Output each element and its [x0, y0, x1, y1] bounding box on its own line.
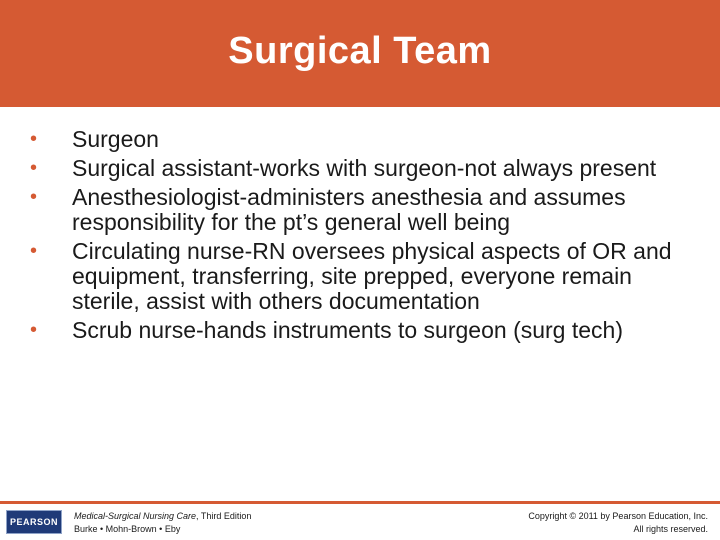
book-title: Medical-Surgical Nursing Care: [74, 511, 197, 521]
book-title-line: [74, 510, 251, 523]
bullet-list: [30, 127, 690, 347]
bullet-text: Surgical assistant-works with surgeon-not always present: [72, 155, 657, 181]
list-item: [30, 185, 690, 235]
title-banner: [0, 0, 720, 107]
slide-title: Surgical Team: [228, 30, 492, 72]
list-item: [30, 127, 690, 152]
bullet-icon: •: [30, 186, 38, 208]
bullet-text: Anesthesiologist-administers anesthesia and assumes responsibility for the pt’s general well being: [72, 184, 626, 235]
pearson-logo: PEARSON: [6, 510, 62, 534]
list-item: [30, 318, 690, 343]
book-authors: Burke • Mohn-Brown • Eby: [74, 524, 181, 534]
bullet-text: Surgeon: [72, 126, 159, 152]
bullet-icon: •: [30, 319, 38, 341]
rights-line: All rights reserved.: [633, 524, 708, 534]
copyright-line: Copyright © 2011 by Pearson Education, Inc.: [528, 511, 708, 521]
bullet-icon: •: [30, 157, 38, 179]
bullet-icon: •: [30, 128, 38, 150]
bullet-text: Scrub nurse-hands instruments to surgeon (surg tech): [72, 317, 623, 343]
book-citation: [74, 510, 251, 536]
book-edition: , Third Edition: [196, 511, 252, 521]
list-item: [30, 239, 690, 314]
footer-divider: [0, 501, 720, 504]
copyright-notice: [528, 510, 708, 536]
list-item: [30, 156, 690, 181]
bullet-text: Circulating nurse-RN oversees physical aspects of OR and equipment, transferring, site prepped, everyone remain sterile, assist with others documentation: [72, 238, 672, 314]
bullet-icon: •: [30, 240, 38, 262]
